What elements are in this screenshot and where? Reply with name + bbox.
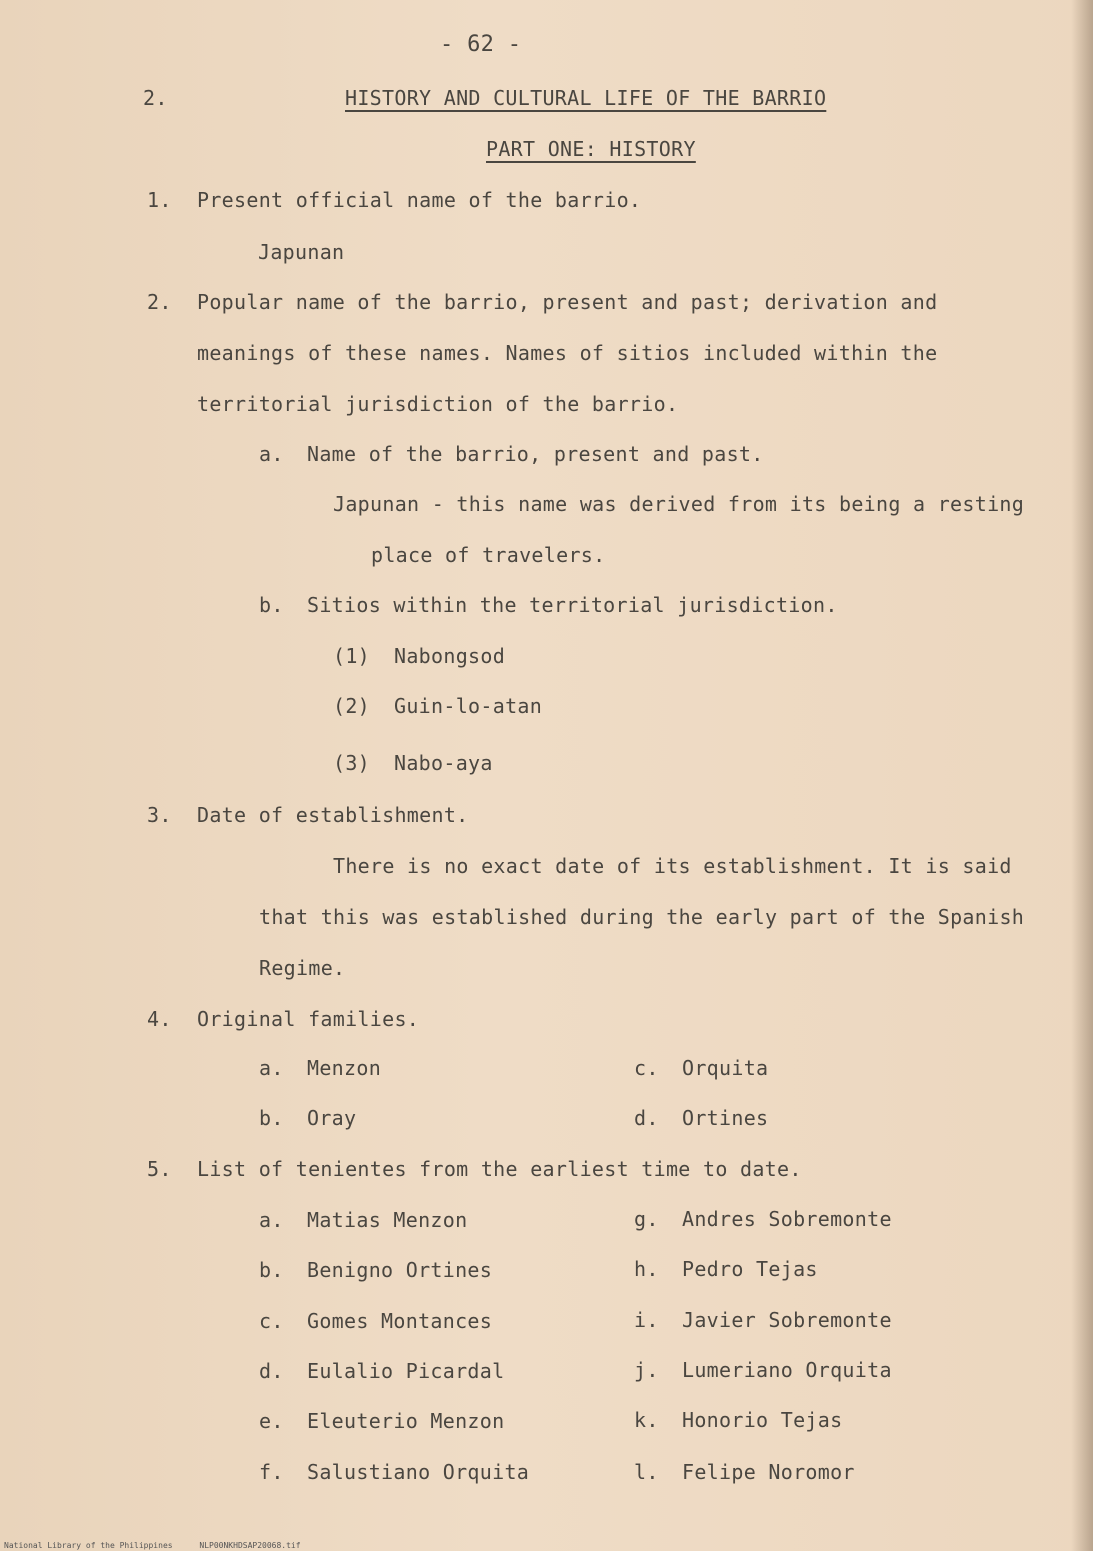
- q1-answer: Japunan: [258, 240, 345, 264]
- page-edge-shadow: [1071, 0, 1093, 1551]
- teniente-name: Eleuterio Menzon: [307, 1409, 505, 1433]
- q2a-label: a.: [259, 442, 284, 466]
- teniente-letter: h.: [634, 1257, 659, 1281]
- teniente-letter: e.: [259, 1409, 284, 1433]
- family-letter: b.: [259, 1106, 284, 1130]
- sitio-number: (2): [333, 694, 371, 718]
- family-name: Orquita: [682, 1056, 769, 1080]
- q3-answer-line-1: There is no exact date of its establishment. It is said: [333, 854, 1012, 878]
- sitio-name: Nabo-aya: [394, 751, 493, 775]
- family-name: Oray: [307, 1106, 357, 1130]
- q5-number: 5.: [147, 1157, 172, 1181]
- part-subtitle: PART ONE: HISTORY: [486, 137, 696, 161]
- teniente-letter: g.: [634, 1207, 659, 1231]
- q1-question: Present official name of the barrio.: [197, 188, 642, 212]
- teniente-letter: k.: [634, 1408, 659, 1432]
- sitio-name: Nabongsod: [394, 644, 506, 668]
- q2a-question: Name of the barrio, present and past.: [307, 442, 764, 466]
- teniente-name: Javier Sobremonte: [682, 1308, 892, 1332]
- document-title: HISTORY AND CULTURAL LIFE OF THE BARRIO: [345, 86, 827, 110]
- q3-answer-line-2: that this was established during the early part of the Spanish: [259, 905, 1025, 929]
- q1-number: 1.: [147, 188, 172, 212]
- family-letter: c.: [634, 1056, 659, 1080]
- scan-footer: [4, 1541, 323, 1550]
- section-marker: 2.: [143, 86, 168, 110]
- q3-answer-line-3: Regime.: [259, 956, 346, 980]
- teniente-name: Andres Sobremonte: [682, 1207, 892, 1231]
- teniente-name: Eulalio Picardal: [307, 1359, 505, 1383]
- q2-line-2: meanings of these names. Names of sitios included within the: [197, 341, 938, 365]
- q2a-answer-line-2: place of travelers.: [371, 543, 606, 567]
- teniente-name: Felipe Noromor: [682, 1460, 855, 1484]
- footer-filename: NLP00NKHDSAP20068.tif: [199, 1541, 301, 1550]
- teniente-name: Honorio Tejas: [682, 1408, 843, 1432]
- q2b-label: b.: [259, 593, 284, 617]
- sitio-number: (3): [333, 751, 371, 775]
- family-name: Ortines: [682, 1106, 769, 1130]
- teniente-name: Gomes Montances: [307, 1309, 493, 1333]
- page-number: - 62 -: [440, 32, 522, 57]
- q5-question: List of tenientes from the earliest time to date.: [197, 1157, 802, 1181]
- teniente-letter: l.: [634, 1460, 659, 1484]
- teniente-letter: d.: [259, 1359, 284, 1383]
- sitio-number: (1): [333, 644, 371, 668]
- teniente-letter: i.: [634, 1308, 659, 1332]
- footer-library: National Library of the Philippines: [4, 1541, 173, 1550]
- q2-number: 2.: [147, 290, 172, 314]
- q2-line-3: territorial jurisdiction of the barrio.: [197, 392, 679, 416]
- family-name: Menzon: [307, 1056, 382, 1080]
- teniente-name: Pedro Tejas: [682, 1257, 818, 1281]
- q3-question: Date of establishment.: [197, 803, 469, 827]
- teniente-letter: c.: [259, 1309, 284, 1333]
- family-letter: d.: [634, 1106, 659, 1130]
- teniente-letter: b.: [259, 1258, 284, 1282]
- family-letter: a.: [259, 1056, 284, 1080]
- teniente-letter: f.: [259, 1460, 284, 1484]
- q3-number: 3.: [147, 803, 172, 827]
- q4-question: Original families.: [197, 1007, 420, 1031]
- teniente-name: Lumeriano Orquita: [682, 1358, 892, 1382]
- teniente-letter: j.: [634, 1358, 659, 1382]
- teniente-name: Matias Menzon: [307, 1208, 468, 1232]
- q2b-question: Sitios within the territorial jurisdiction.: [307, 593, 838, 617]
- teniente-name: Salustiano Orquita: [307, 1460, 530, 1484]
- teniente-name: Benigno Ortines: [307, 1258, 493, 1282]
- q4-number: 4.: [147, 1007, 172, 1031]
- q2a-answer-line-1: Japunan - this name was derived from its being a resting: [333, 492, 1025, 516]
- teniente-letter: a.: [259, 1208, 284, 1232]
- q2-line-1: Popular name of the barrio, present and past; derivation and: [197, 290, 938, 314]
- sitio-name: Guin-lo-atan: [394, 694, 543, 718]
